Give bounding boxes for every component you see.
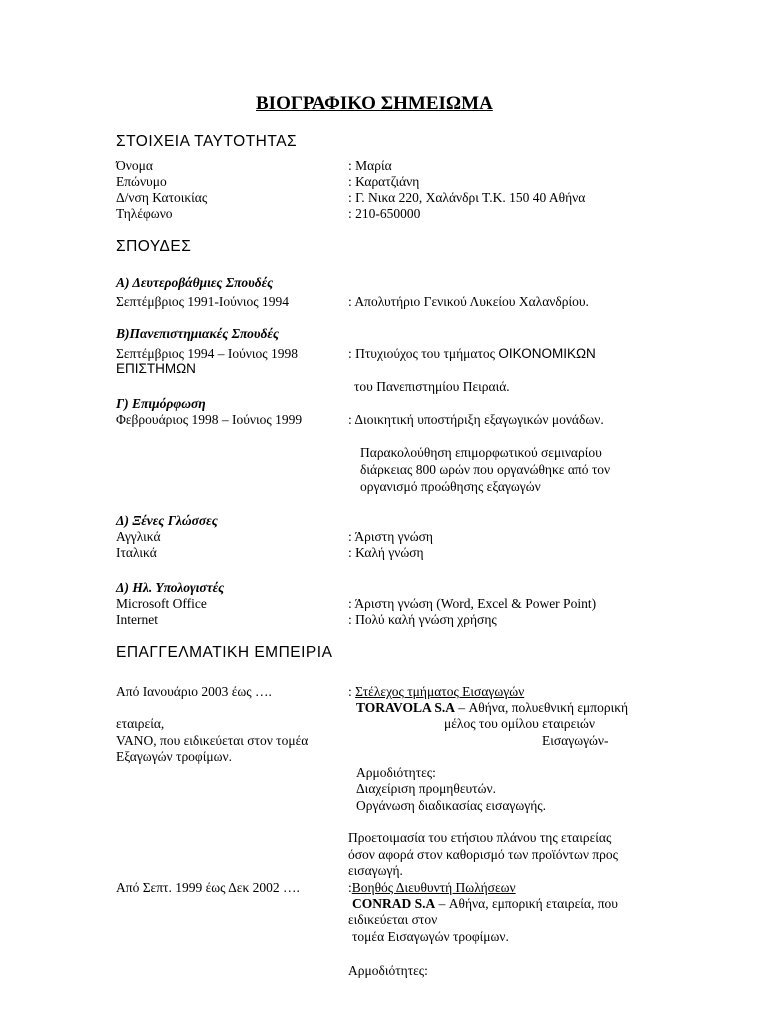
job1-colon: : <box>348 684 356 699</box>
job1-role-line <box>348 684 524 700</box>
university-department: ΟΙΚΟΝΟΜΙΚΩΝ <box>498 346 596 361</box>
computer-value-office: : Άριστη γνώση (Word, Excel & Power Point) <box>348 596 597 611</box>
job1-role: Στέλεχος τμήματος Εισαγωγών <box>355 684 525 699</box>
university-value <box>348 346 596 362</box>
field-label-last-name: Επώνυμο <box>116 174 167 189</box>
job1-line3-left: εταιρεία, <box>116 716 165 731</box>
job1-line4-left: VANO, που ειδικεύεται στον τομέα <box>116 733 309 748</box>
section-heading-personal: ΣΤΟΙΧΕΙΑ ΤΑΥΤΟΤΗΤΑΣ <box>116 133 298 150</box>
language-value-english: : Άριστη γνώση <box>348 529 433 544</box>
job1-line3-right: μέλος του ομίλου εταιρειών <box>444 716 595 731</box>
language-label-italian: Ιταλικά <box>116 545 157 560</box>
job1-planning-2: όσον αφορά στον καθορισμό των προϊόντων προς <box>348 847 618 862</box>
job1-planning-3: εισαγωγή. <box>348 863 403 878</box>
job1-duty-2: Οργάνωση διαδικασίας εισαγωγής. <box>356 798 546 813</box>
university-period: Σεπτέμβριος 1994 – Ιούνιος 1998 <box>116 346 299 361</box>
document-title: ΒΙΟΓΡΑΦΙΚΟ ΣΗΜΕΙΩΜΑ <box>256 93 493 114</box>
computer-label-internet: Internet <box>116 612 158 627</box>
secondary-value: : Απολυτήριο Γενικού Λυκείου Χαλανδρίου. <box>348 294 589 309</box>
job2-role: Βοηθός Διευθυντή Πωλήσεων <box>351 880 516 895</box>
job1-line5-left: Εξαγωγών τροφίμων. <box>116 749 232 764</box>
language-label-english: Αγγλικά <box>116 529 161 544</box>
university-value-line2: του Πανεπιστημίου Πειραιά. <box>354 379 510 394</box>
field-label-address: Δ/νση Κατοικίας <box>116 190 208 205</box>
job2-period: Από Σεπτ. 1999 έως Δεκ 2002 …. <box>116 880 300 895</box>
job1-company-desc: – Αθήνα, πολυεθνική εμπορική <box>455 700 629 715</box>
field-label-first-name: Όνομα <box>116 158 153 173</box>
section-heading-experience: ΕΠΑΓΓΕΛΜΑΤΙΚΗ ΕΜΠΕΙΡΙΑ <box>116 644 333 661</box>
seminar-line-1: Παρακολούθηση επιμορφωτικού σεμιναρίου <box>360 445 602 460</box>
job1-period: Από Ιανουάριο 2003 έως …. <box>116 684 272 699</box>
job2-colon: : <box>348 880 352 895</box>
job1-line4-right: Εισαγωγών- <box>542 733 609 748</box>
language-value-italian: : Καλή γνώση <box>348 545 424 560</box>
subheading-languages: Δ) Ξένες Γλώσσες <box>116 513 218 528</box>
secondary-period: Σεπτέμβριος 1991-Ιούνιος 1994 <box>116 294 290 309</box>
field-value-last-name: : Καρατζιάνη <box>348 174 420 189</box>
field-value-phone: : 210-650000 <box>348 206 421 221</box>
subheading-university: Β)Πανεπιστημιακές Σπουδές <box>116 326 279 341</box>
job2-company-desc: – Αθήνα, εμπορική εταιρεία, που <box>435 896 618 911</box>
computer-label-office: Microsoft Office <box>116 596 207 611</box>
job1-planning-1: Προετοιμασία του ετήσιου πλάνου της εταιρείας <box>348 830 612 845</box>
subheading-secondary: Α) Δευτεροβάθμιες Σπουδές <box>116 275 274 290</box>
university-value-wrap: ΕΠΙΣΤΗΜΩΝ <box>116 361 196 376</box>
university-value-prefix: : Πτυχιούχος του τμήματος <box>348 346 499 361</box>
job2-desc-3: τομέα Εισαγωγών τροφίμων. <box>352 929 509 944</box>
job2-duties-label: Αρμοδιότητες: <box>348 963 428 978</box>
subheading-training: Γ) Επιμόρφωση <box>116 396 206 411</box>
subheading-computers: Δ) Ηλ. Υπολογιστές <box>116 580 225 595</box>
section-heading-studies: ΣΠΟΥΔΕΣ <box>116 238 192 255</box>
field-value-first-name: : Μαρία <box>348 158 392 173</box>
job2-company: CONRAD S.A <box>352 896 436 911</box>
job1-company-line <box>356 700 628 716</box>
seminar-line-3: οργανισμό προώθησης εξαγωγών <box>360 479 541 494</box>
job1-duty-1: Διαχείριση προμηθευτών. <box>356 781 496 796</box>
job2-desc-2: ειδικεύεται στον <box>348 912 438 927</box>
field-value-address: : Γ. Νικα 220, Χαλάνδρι Τ.Κ. 150 40 Αθήνα <box>348 190 586 205</box>
computer-value-internet: : Πολύ καλή γνώση χρήσης <box>348 612 497 627</box>
seminar-line-2: διάρκειας 800 ωρών που οργανώθηκε από τον <box>360 462 611 477</box>
field-label-phone: Τηλέφωνο <box>116 206 173 221</box>
job1-company: TORAVOLA S.A <box>356 700 456 715</box>
training-period: Φεβρουάριος 1998 – Ιούνιος 1999 <box>116 412 303 427</box>
job1-duties-label: Αρμοδιότητες: <box>356 765 436 780</box>
job2-company-line <box>352 896 618 912</box>
job2-role-line <box>348 880 516 896</box>
training-value: : Διοικητική υποστήριξη εξαγωγικών μονάδων. <box>348 412 604 427</box>
